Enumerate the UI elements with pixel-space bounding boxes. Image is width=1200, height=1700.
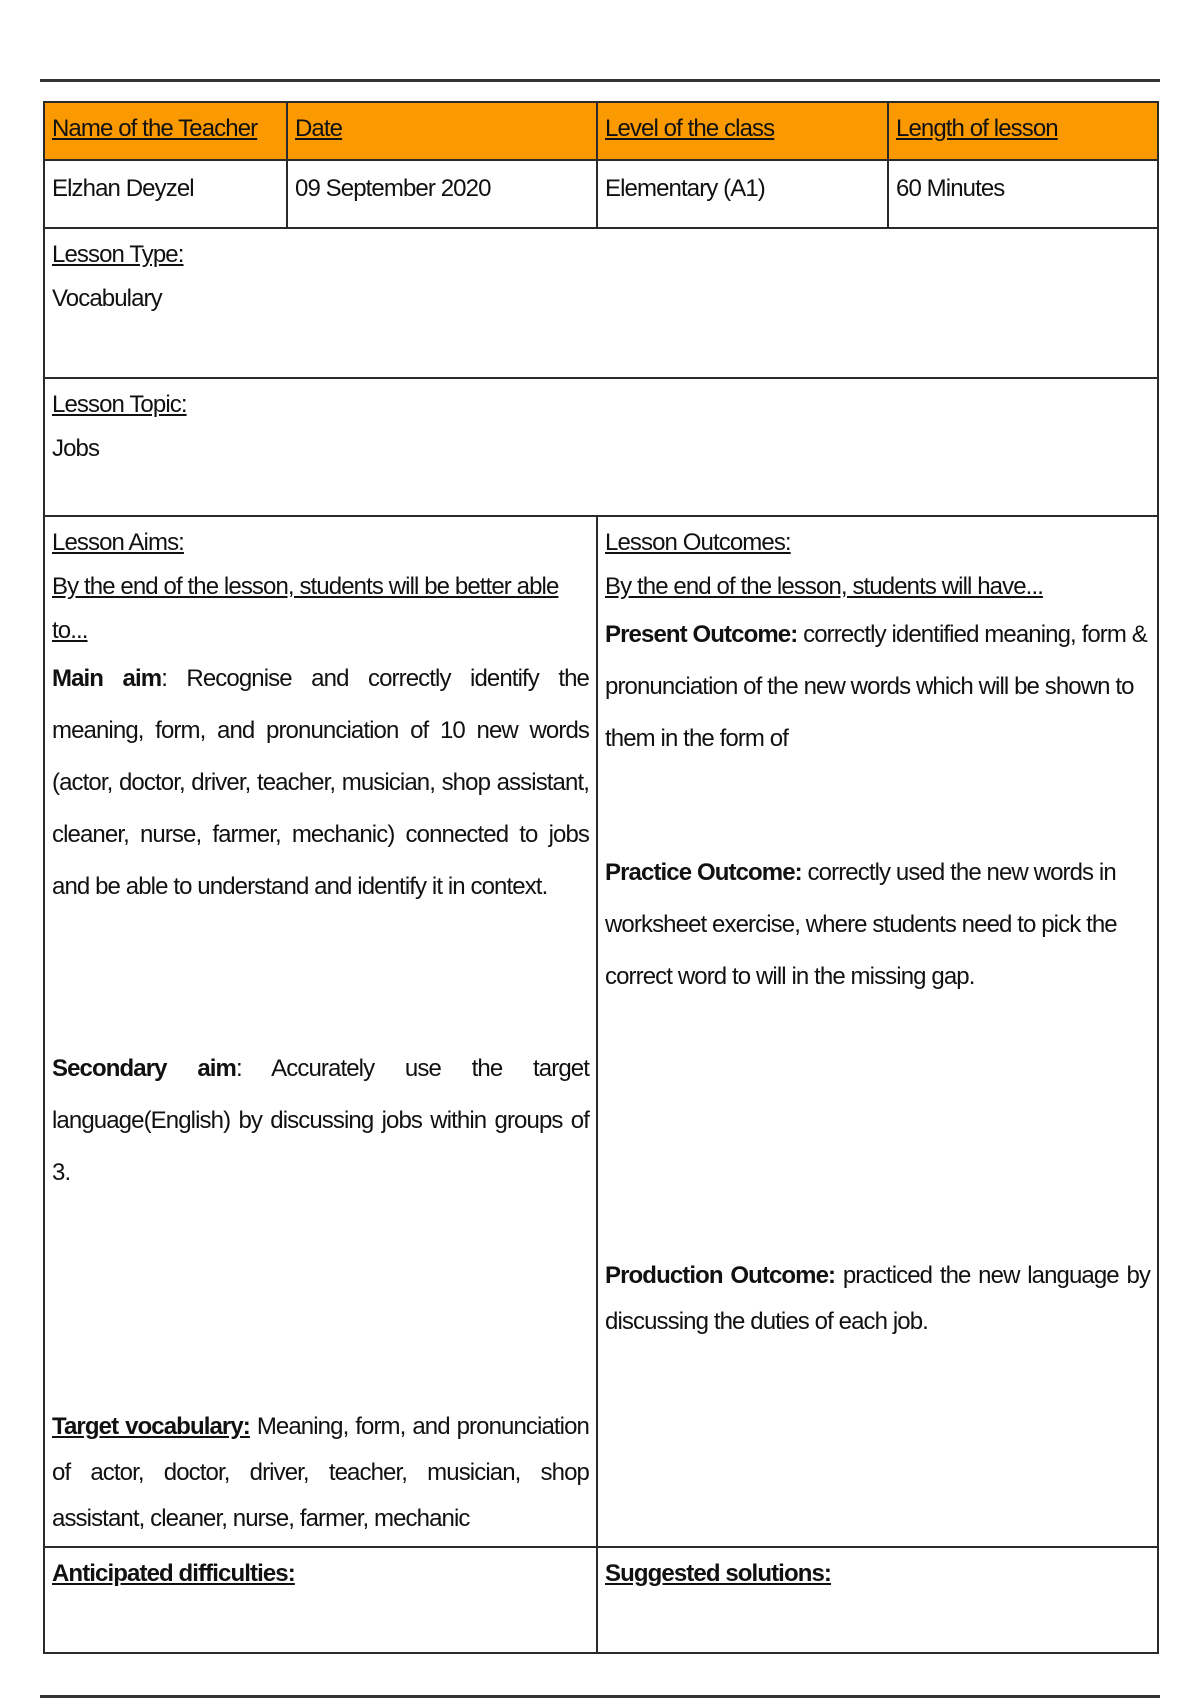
target-vocabulary-text: Meaning, form, and pronunciation of actor, doctor, driver, teacher, musician, shop assistant, cleaner, nurse, farmer, mechanic <box>52 1413 589 1532</box>
teacher-header-cell <box>44 102 287 160</box>
anticipated-difficulties-label: Anticipated difficulties: <box>52 1560 295 1587</box>
date-header-cell <box>287 102 597 160</box>
anticipated-difficulties-cell <box>44 1547 597 1653</box>
values-row <box>44 160 1158 228</box>
level-header-cell <box>597 102 888 160</box>
spacer <box>605 1003 1150 1253</box>
suggested-solutions-cell <box>597 1547 1158 1653</box>
date-value: 09 September 2020 <box>287 160 597 228</box>
length-header-cell <box>888 102 1158 160</box>
production-outcome-label: Production Outcome: <box>605 1262 836 1289</box>
lesson-aims-label: Lesson Aims: <box>52 529 184 556</box>
present-outcome <box>605 609 1150 765</box>
production-outcome-text: practiced the new language by discussing the duties of each job. <box>605 1262 1150 1335</box>
target-vocabulary <box>52 1404 589 1542</box>
main-aim <box>52 653 589 913</box>
level-value: Elementary (A1) <box>597 160 888 228</box>
practice-outcome <box>605 847 1150 1003</box>
teacher-value: Elzhan Deyzel <box>44 160 287 228</box>
suggested-solutions-label: Suggested solutions: <box>605 1560 832 1587</box>
header-row <box>44 102 1158 160</box>
secondary-aim-text: : Accurately use the target language(English) by discussing jobs within groups of 3. <box>52 1055 589 1186</box>
practice-outcome-label: Practice Outcome: <box>605 859 802 886</box>
lesson-type-value: Vocabulary <box>52 285 162 312</box>
target-vocabulary-label: Target vocabulary: <box>52 1413 250 1440</box>
level-label: Level of the class <box>605 115 775 142</box>
lesson-aims-cell <box>44 516 597 1547</box>
length-value: 60 Minutes <box>888 160 1158 228</box>
production-outcome <box>605 1253 1150 1345</box>
secondary-aim-label: Secondary aim <box>52 1055 236 1082</box>
lesson-topic-value: Jobs <box>52 435 100 462</box>
spacer <box>52 1199 589 1404</box>
lesson-type-label: Lesson Type: <box>52 241 184 268</box>
present-outcome-label: Present Outcome: <box>605 621 798 648</box>
top-rule <box>40 79 1160 82</box>
present-outcome-text: correctly identified meaning, form & pronunciation of the new words which will be shown to them in the form of <box>605 621 1147 752</box>
lesson-type-row <box>44 228 1158 378</box>
lesson-outcomes-intro: By the end of the lesson, students will have... <box>605 573 1043 600</box>
lesson-topic-row <box>44 378 1158 516</box>
spacer <box>605 765 1150 847</box>
lesson-outcomes-cell <box>597 516 1158 1547</box>
aims-outcomes-row <box>44 516 1158 1547</box>
bottom-rule <box>40 1695 1160 1698</box>
lesson-aims-intro: By the end of the lesson, students will be better able to... <box>52 573 559 644</box>
difficulties-row <box>44 1547 1158 1653</box>
lesson-topic-cell <box>44 378 1158 516</box>
lesson-type-cell <box>44 228 1158 378</box>
lesson-outcomes-label: Lesson Outcomes: <box>605 529 791 556</box>
practice-outcome-text: correctly used the new words in worksheet exercise, where students need to pick the correct word to will in the missing gap. <box>605 859 1117 990</box>
lesson-topic-label: Lesson Topic: <box>52 391 187 418</box>
lesson-plan-table <box>43 101 1159 1654</box>
spacer <box>52 913 589 1043</box>
main-aim-label: Main aim <box>52 665 162 692</box>
main-aim-text: : Recognise and correctly identify the meaning, form, and pronunciation of 10 new words (actor, doctor, driver, teacher, musician, shop assistant, cleaner, nurse, farmer, mechanic) connected to jobs and be able to understand and identify it in context. <box>52 665 589 900</box>
teacher-label: Name of the Teacher <box>52 115 258 142</box>
length-label: Length of lesson <box>896 115 1058 142</box>
secondary-aim <box>52 1043 589 1199</box>
date-label: Date <box>295 115 343 142</box>
